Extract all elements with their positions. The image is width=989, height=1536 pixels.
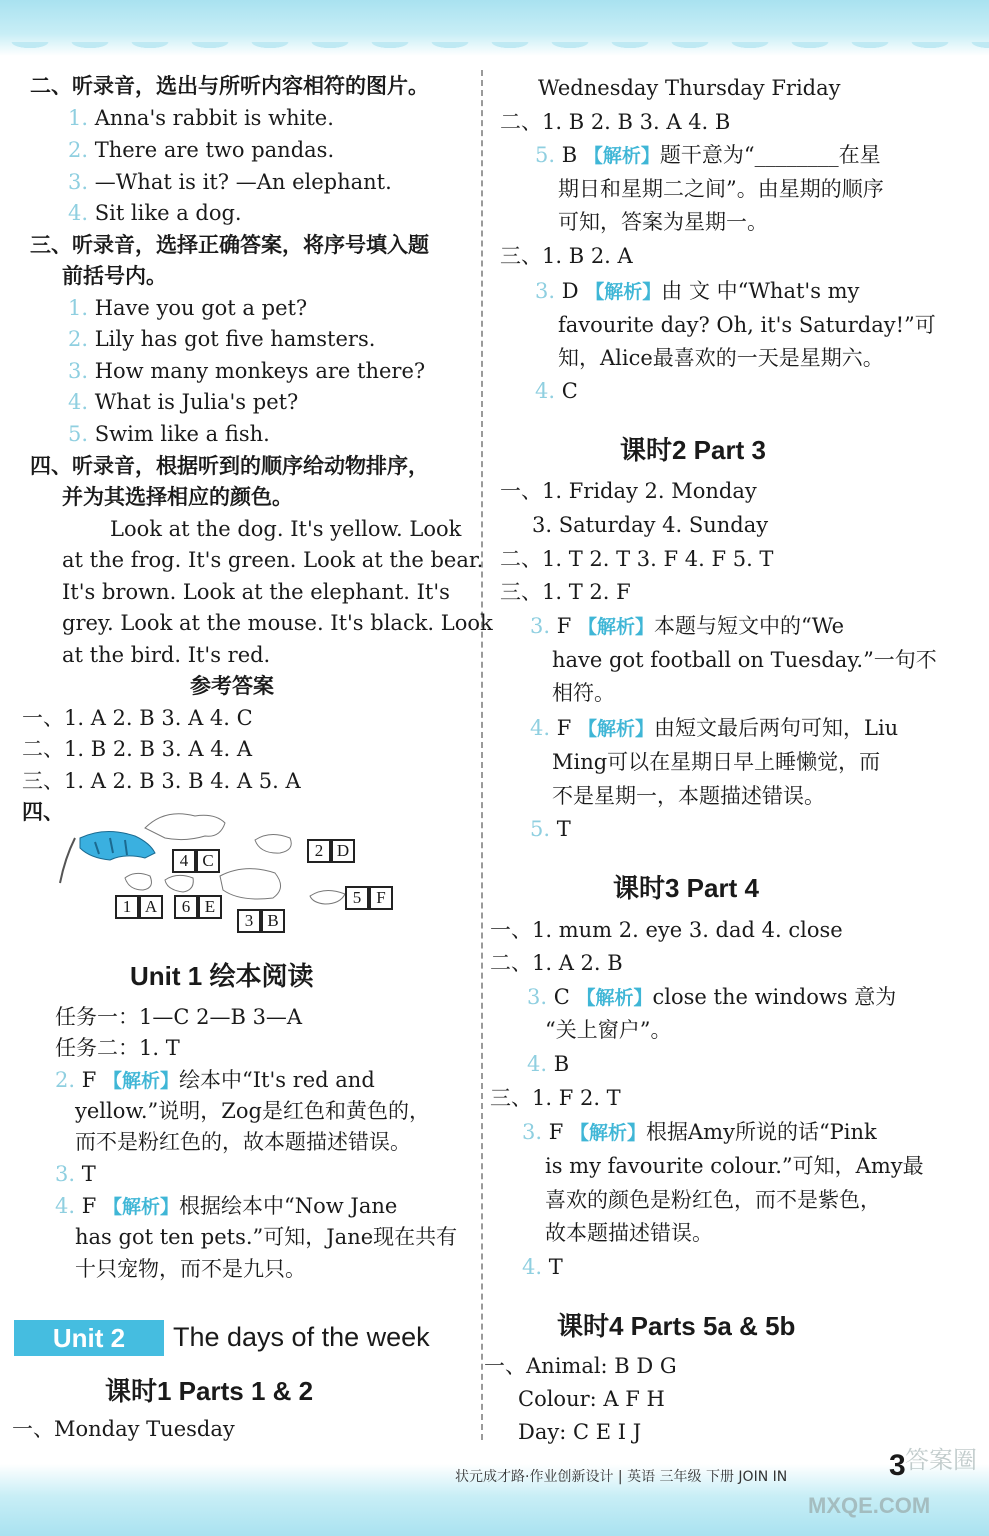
task-2: 任务二：1. T [55,1036,180,1060]
explanation-line: is my favourite colour.”可知，Amy最 [545,1154,924,1178]
footer-text: 状元成才路·作业创新设计 | 英语 三年级 下册 JOIN IN [455,1469,788,1485]
answer-row: 三、1. T 2. F [500,580,631,604]
unit2-title: The days of the week [173,1322,430,1352]
list-item: 5. T [530,817,571,841]
explanation-line: yellow.”说明，Zog是红色和黄色的， [75,1099,430,1123]
explanation-line: favourite day? Oh, it's Saturday!”可 [558,313,936,337]
list-item: 4. What is Julia's pet? [68,390,299,414]
section-4-title: 四、听录音，根据听到的顺序给动物排序， [30,454,429,478]
passage-line: grey. Look at the mouse. It's black. Look [62,611,493,635]
explanation-line: Ming可以在星期日早上睡懒觉，而 [552,750,881,774]
passage-line: at the bird. It's red. [62,643,271,667]
section-2-title: 二、听录音，选出与所听内容相符的图片。 [30,74,429,98]
passage-line: Look at the dog. It's yellow. Look [110,517,462,541]
explanation-line: 故本题描述错误。 [545,1221,713,1245]
list-item: 1. Anna's rabbit is white. [68,106,334,130]
passage-line: at the frog. It's green. Look at the bear. [62,548,484,572]
page-number: 3 [889,1449,906,1482]
answer-row: 二、1. T 2. T 3. F 4. F 5. T [500,547,774,571]
list-item: 3. How many monkeys are there? [68,359,426,383]
answer-row: 一、Animal: B D G [484,1354,677,1378]
order-box: 3 [237,909,261,933]
top-decoration-band [0,0,989,56]
explanation: 4. F 【解析】根据绘本中“Now Jane [55,1194,398,1218]
answer-row: 二、1. B 2. B 3. A 4. A [22,737,253,761]
animal-ordering-illustration [55,798,405,938]
color-box: C [196,849,220,873]
answer-row: Colour: A F H [518,1387,665,1411]
order-box: 4 [172,849,196,873]
explanation-line: 而不是粉红色的，故本题描述错误。 [75,1130,411,1154]
answer-row: 二、1. A 2. B [490,951,623,975]
explanation: 3. F 【解析】根据Amy所说的话“Pink [522,1120,877,1144]
list-item: 4. Sit like a dog. [68,201,242,225]
explanation: 3. C 【解析】close the windows 意为 [527,985,897,1009]
explanation-line: 知，Alice最喜欢的一天是星期六。 [558,346,884,370]
watermark-logo: 答案圈 [905,1446,977,1474]
explanation-line: have got football on Tuesday.”一句不 [552,648,937,672]
column-divider [481,70,483,1440]
list-item: 4. B [527,1052,570,1076]
explanation: 4. F 【解析】由短文最后两句可知，Liu [530,716,899,740]
answer-row: 一、1. Friday 2. Monday [500,479,757,503]
list-item: 2. Lily has got five hamsters. [68,327,376,351]
answer-row: 四、 [22,800,64,824]
explanation-line: has got ten pets.”可知，Jane现在共有 [75,1225,458,1249]
explanation-line: 期日和星期二之间”。由星期的顺序 [558,177,884,201]
list-item: 4. T [522,1255,563,1279]
lesson1-heading: 课时1 Parts 1 & 2 [105,1376,314,1406]
list-item: 3. T [55,1162,96,1186]
color-box: B [261,909,285,933]
list-item: 3. —What is it? —An elephant. [68,170,392,194]
color-box: E [198,895,222,919]
section-4-title-cont: 并为其选择相应的颜色。 [62,485,293,509]
explanation-line: 十只宠物，而不是九只。 [75,1257,306,1281]
list-item: 5. Swim like a fish. [68,422,270,446]
explanation-line: 不是星期一，本题描述错误。 [552,784,825,808]
list-item: 2. There are two pandas. [68,138,335,162]
order-box: 1 [115,895,139,919]
explanation: 3. F 【解析】本题与短文中的“We [530,614,845,638]
section-3-title: 三、听录音，选择正确答案，将序号填入题 [30,233,429,257]
order-box: 6 [174,895,198,919]
answer-row: 三、1. F 2. T [490,1086,621,1110]
explanation-line: 相符。 [552,681,615,705]
explanation-line: 喜欢的颜色是粉红色，而不是紫色， [545,1188,881,1212]
lesson4-heading: 课时4 Parts 5a & 5b [557,1311,796,1341]
answer-row: 3. Saturday 4. Sunday [532,513,769,537]
answer-row: 三、1. B 2. A [500,244,633,268]
answer-row: 二、1. B 2. B 3. A 4. B [500,110,731,134]
section-3-title-cont: 前括号内。 [62,264,167,288]
explanation: 5. B 【解析】题干意为“________在星 [535,143,881,167]
unit1-heading: Unit 1 绘本阅读 [130,961,314,991]
color-box: D [331,839,355,863]
explanation: 2. F 【解析】绘本中“It's red and [55,1068,375,1092]
explanation-line: 可知，答案为星期一。 [558,210,768,234]
color-box: F [369,886,393,910]
order-box: 2 [307,839,331,863]
answer-row: Wednesday Thursday Friday [538,76,841,100]
answer-row: 一、Monday Tuesday [12,1417,235,1441]
answer-row: Day: C E I J [518,1420,642,1444]
passage-line: It's brown. Look at the elephant. It's [62,580,450,604]
order-box: 5 [345,886,369,910]
unit2-label: Unit 2 [14,1320,164,1356]
watermark-url: MXQE.COM [808,1493,931,1518]
lesson3-heading: 课时3 Part 4 [613,873,759,903]
answer-row: 三、1. A 2. B 3. B 4. A 5. A [22,769,301,793]
task-1: 任务一：1—C 2—B 3—A [55,1005,303,1029]
answer-row: 一、1. mum 2. eye 3. dad 4. close [490,918,843,942]
explanation: 3. D 【解析】由 文 中“What's my [535,279,860,303]
lesson2-heading: 课时2 Part 3 [620,435,766,465]
list-item: 4. C [535,379,578,403]
color-box: A [139,895,163,919]
explanation-line: “关上窗户”。 [545,1018,672,1042]
answer-row: 一、1. A 2. B 3. A 4. C [22,706,253,730]
list-item: 1. Have you got a pet? [68,296,308,320]
answers-title: 参考答案 [190,674,274,698]
